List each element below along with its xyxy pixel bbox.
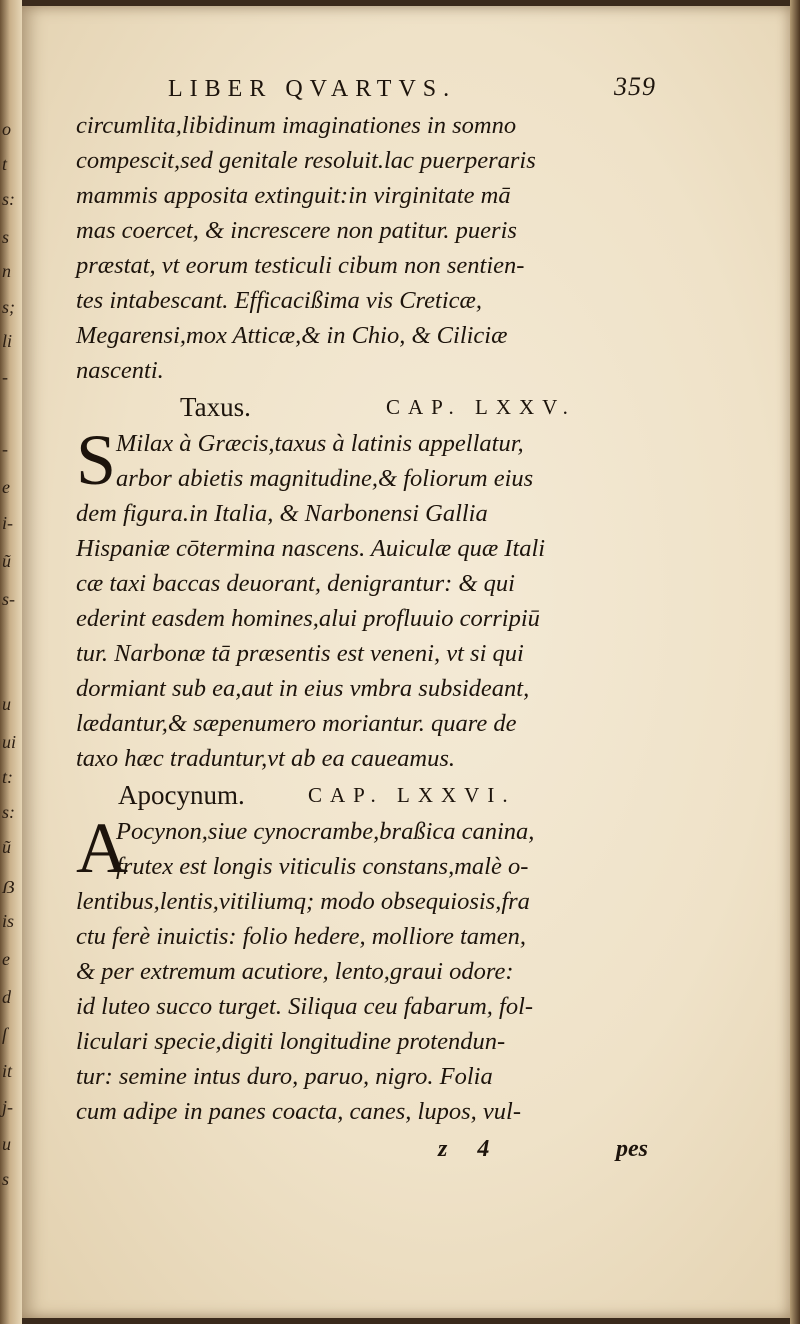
adjacent-page-edge — [0, 0, 22, 1324]
text-line: nascenti. — [76, 357, 164, 384]
text-line: Milax à Græcis,taxus à latinis appellatur, — [116, 430, 524, 457]
left-fragment: o — [2, 119, 11, 139]
left-fragment: t — [2, 154, 8, 174]
book-page — [22, 6, 790, 1318]
drop-cap: A — [76, 808, 128, 888]
left-fragment: i- — [2, 513, 13, 533]
left-fragment: it — [2, 1061, 13, 1081]
text-line: dem figura.in Italia, & Narbonensi Gallia — [76, 500, 488, 527]
text-line: præstat, vt eorum testiculi cibum non sentien- — [76, 252, 525, 279]
chapter-title: Taxus. — [180, 392, 251, 422]
chapter-title: Apocynum. — [118, 780, 245, 810]
left-fragment: - — [2, 367, 8, 387]
text-line: Hispaniæ cōtermina nascens. Auiculæ quæ Itali — [76, 535, 546, 562]
text-line: cum adipe in panes coacta, canes, lupos, vul- — [76, 1098, 521, 1125]
left-fragment: u — [2, 1134, 11, 1154]
left-fragment: n — [2, 261, 11, 281]
text-line: mas coercet, & increscere non patitur. pueris — [76, 217, 517, 244]
text-line: tes intabescant. Efficacißima vis Creticæ, — [76, 287, 482, 314]
text-line: circumlita,libidinum imaginationes in somno — [76, 112, 517, 139]
left-fragment: e — [2, 477, 10, 497]
chapter-number: CAP. LXXV. — [386, 395, 576, 419]
chapter-number: CAP. LXXVI. — [308, 783, 516, 807]
text-line: & per extremum acutiore, lento,graui odore: — [76, 958, 514, 985]
text-line: mammis apposita extinguit:in virginitate mā — [76, 182, 511, 209]
page-text-block — [76, 68, 656, 1169]
left-fragment: ſ — [2, 1024, 8, 1044]
text-line: dormiant sub ea,aut in eius vmbra subsideant, — [76, 675, 530, 702]
left-fragment: s: — [2, 802, 15, 822]
left-fragment: s — [2, 1169, 10, 1189]
text-line: tur: semine intus duro, paruo, nigro. Folia — [76, 1063, 493, 1090]
page-header — [76, 68, 656, 108]
left-fragment: ũ — [2, 837, 11, 857]
text-line: arbor abietis magnitudine,& foliorum eius — [116, 465, 534, 492]
chapter-body-taxus — [76, 420, 656, 776]
drop-cap: S — [76, 420, 117, 500]
continued-paragraph — [76, 108, 656, 388]
left-fragment: - — [2, 439, 8, 459]
left-fragment: s; — [2, 297, 15, 317]
page-number: 359 — [614, 72, 656, 101]
chapter-heading-apocynum — [76, 776, 656, 814]
left-fragment: s — [2, 227, 10, 247]
text-line: lentibus,lentis,vitiliumq; modo obsequiosis,fra — [76, 888, 530, 915]
left-fragment: j- — [2, 1097, 13, 1117]
text-line: compescit,sed genitale resoluit.lac puerperaris — [76, 147, 536, 174]
left-fragment: u — [2, 694, 11, 714]
left-fragment: li — [2, 331, 13, 351]
left-fragment: e — [2, 949, 10, 969]
left-fragment: s- — [2, 589, 15, 609]
text-line: Pocynon,siue cynocrambe,braßica canina, — [116, 818, 535, 845]
signature-mark: z 4 — [438, 1136, 502, 1162]
left-fragment: t: — [2, 767, 13, 787]
catchword: pes — [616, 1136, 648, 1162]
running-title: LIBER QVARTVS. — [168, 76, 457, 102]
left-fragment: s: — [2, 189, 15, 209]
left-fragment: is — [2, 911, 15, 931]
chapter-heading-taxus — [76, 388, 656, 426]
page-right-edge — [790, 0, 800, 1324]
chapter-body-apocynum — [76, 808, 656, 1129]
page-footer — [76, 1129, 656, 1169]
text-line: liculari specie,digiti longitudine protendun- — [76, 1028, 506, 1055]
text-line: ederint easdem homines,alui profluuio corripiū — [76, 605, 540, 632]
left-fragment: d — [2, 987, 11, 1007]
left-fragment: ẞ — [2, 877, 15, 897]
text-line: Megarensi,mox Atticæ,& in Chio, & Ciliciæ — [76, 322, 508, 349]
text-line: tur. Narbonæ tā præsentis est veneni, vt si qui — [76, 640, 524, 667]
left-fragment: ui — [2, 732, 17, 752]
text-line: lædantur,& sæpenumero moriantur. quare de — [76, 710, 517, 737]
text-line: cæ taxi baccas deuorant, denigrantur: & qui — [76, 570, 515, 597]
left-fragment: ũ — [2, 551, 11, 571]
text-line: id luteo succo turget. Siliqua ceu fabarum, fol- — [76, 993, 534, 1020]
text-line: frutex est longis viticulis constans,malè o- — [116, 853, 529, 880]
text-line: ctu ferè inuictis: folio hedere, molliore tamen, — [76, 923, 526, 950]
text-line: taxo hæc traduntur,vt ab ea caueamus. — [76, 745, 456, 772]
